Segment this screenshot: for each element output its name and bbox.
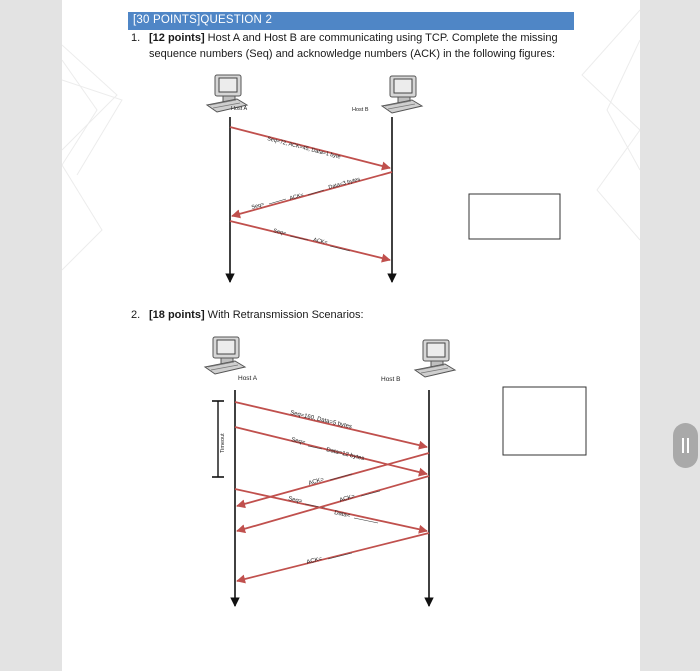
scroll-handle[interactable] — [673, 423, 698, 468]
grip-line-icon — [687, 438, 689, 453]
d1-segment-2-seq-label: Seq= — [250, 201, 266, 211]
d1-segment-3-ack-blank — [330, 246, 350, 251]
d2-host-b-label: Host B — [381, 376, 401, 383]
document-page — [62, 0, 640, 671]
question-2-number: 2. — [131, 309, 141, 321]
timeout-label: Timeout — [220, 433, 226, 453]
d2-ack-2-arrow — [237, 476, 429, 531]
d2-ack-1-arrow — [237, 453, 429, 506]
d1-segment-3-ack-label: ACK= — [312, 237, 329, 247]
d2-ack-2-blank — [361, 491, 380, 496]
d2-retransmit-seq-label: Seq= — [287, 496, 303, 505]
d2-ack-3-blank — [328, 553, 352, 559]
question-1-number: 1. — [131, 32, 141, 44]
d1-segment-2-ack-label: ACK= — [288, 192, 305, 202]
d2-segment-1-label: Seq=160, Data=5 bytes — [289, 410, 353, 431]
d2-retransmit-data-label: Data= — [333, 510, 351, 520]
d2-ack-1-label: ACK= — [307, 476, 325, 487]
grip-line-icon — [682, 438, 684, 453]
d2-answer-box — [503, 387, 586, 455]
d1-segment-3-seq-blank — [290, 236, 308, 240]
host-a-computer-icon — [205, 337, 245, 374]
host-b-computer-icon — [415, 340, 455, 377]
d1-segment-2-data-label: Data=3 bytes — [327, 176, 361, 191]
d1-segment-3-seq-label: Seq= — [272, 228, 287, 238]
d1-segment-1-label: Seq=72, ACK=45, Data=1 byte — [266, 136, 342, 161]
d2-retransmit-arrow — [235, 489, 427, 531]
d2-host-a-label: Host A — [238, 375, 258, 382]
d2-segment-2-seq-label: Seq= — [290, 437, 306, 447]
question-header-title: [30 POINTS]QUESTION 2 — [133, 14, 273, 26]
d1-host-a-label: Host A — [231, 106, 248, 112]
d1-host-b-label: Host B — [352, 107, 369, 113]
d2-ack-1-blank — [330, 474, 352, 480]
sequence-diagrams — [62, 0, 640, 671]
d1-answer-box — [469, 194, 560, 239]
d2-ack-2-label: ACK= — [338, 493, 356, 504]
question-1-body: Host A and Host B are communicating using TCP. Complete the missing sequence numbers (Seq) and acknowledge numbers (ACK) in the following figures: — [149, 32, 558, 60]
d1-segment-3-arrow — [230, 221, 390, 260]
question-1-points: [12 points] — [149, 32, 205, 44]
question-2-body: With Retransmission Scenarios: — [204, 309, 364, 321]
question-2-points: [18 points] — [149, 309, 205, 321]
d2-ack-3-arrow — [237, 533, 429, 581]
d2-ack-3-label: ACK= — [306, 556, 323, 566]
host-b-computer-icon — [382, 76, 422, 113]
d1-segment-2-ack-blank — [308, 190, 324, 195]
d2-segment-2-data-label: Data=12 bytes — [325, 447, 365, 463]
